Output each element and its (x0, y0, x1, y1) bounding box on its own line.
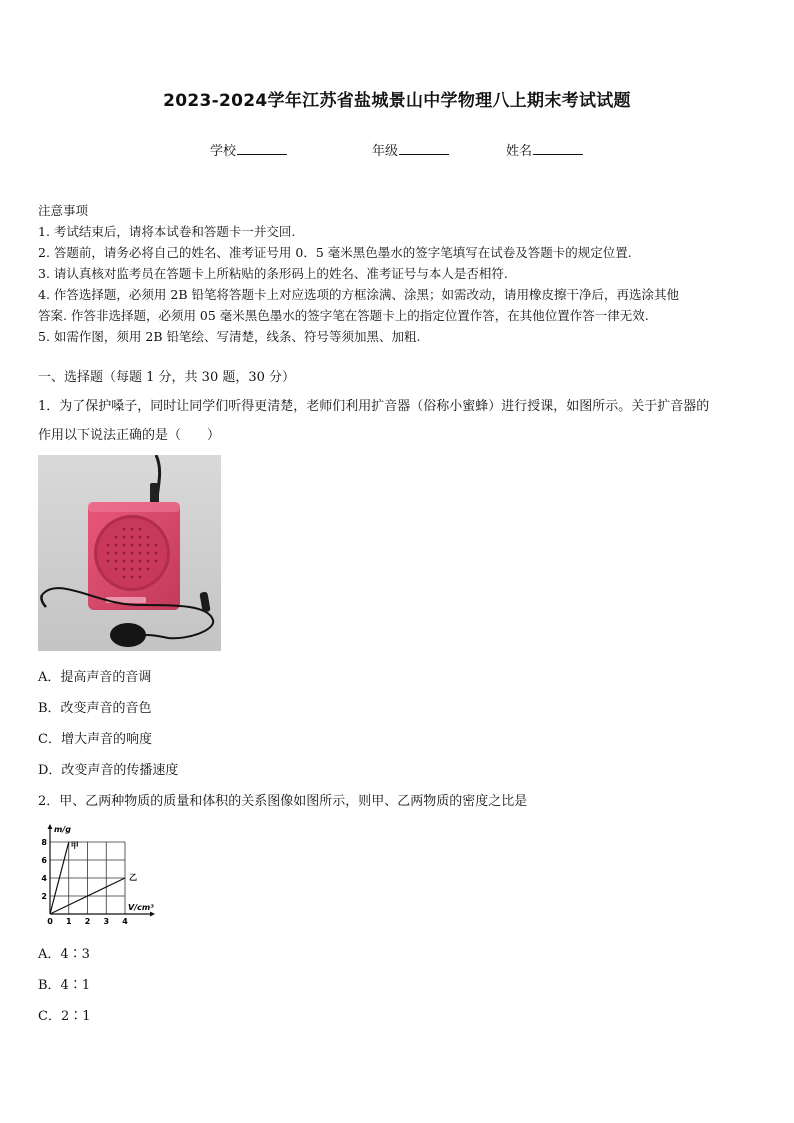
page-title: 2023-2024学年江苏省盐城景山中学物理八上期末考试试题 (163, 91, 631, 111)
y-tick-label: 2 (41, 892, 47, 901)
y-axis-label: m/g (54, 825, 71, 834)
question-1-line-2: 作用以下说法正确的是（ ） (38, 428, 221, 443)
name-blank[interactable] (533, 142, 583, 155)
student-info-row (0, 140, 794, 160)
option-d[interactable]: D．改变声音的传播速度 (38, 763, 179, 778)
option-b[interactable]: B．4∶1 (38, 978, 91, 993)
option-a[interactable]: A．4∶3 (38, 947, 90, 962)
y-tick-label: 6 (41, 856, 47, 865)
y-axis-arrow (48, 824, 53, 829)
question-2-options (38, 939, 91, 1032)
note-item: 4. 作答选择题，必须用 2B 铅笔将答题卡上对应选项的方框涂满、涂黑；如需改动，请用橡皮擦干净后，再选涂其他 (38, 287, 679, 302)
x-tick-label: 2 (84, 917, 91, 926)
notes-block (38, 200, 758, 347)
x-tick-label: 1 (65, 917, 72, 926)
y-tick-label: 4 (41, 874, 47, 883)
question-1-stem (38, 392, 760, 450)
mass-volume-graph (36, 820, 160, 932)
school-field[interactable] (210, 140, 287, 159)
school-blank[interactable] (237, 142, 287, 155)
question-2-stem: 2．甲、乙两种物质的质量和体积的关系图像如图所示，则甲、乙两物质的密度之比是 (38, 794, 528, 809)
question-1-options (38, 662, 178, 786)
x-tick-label: 3 (103, 917, 110, 926)
name-field[interactable] (506, 140, 583, 159)
y-tick-label: 8 (41, 838, 47, 847)
x-tick-label: 0 (47, 917, 53, 926)
amplifier-photo (38, 455, 221, 651)
graph-grid (50, 842, 125, 914)
option-c[interactable]: C．2∶1 (38, 1009, 91, 1024)
grade-blank[interactable] (399, 142, 449, 155)
grade-field[interactable] (372, 140, 449, 159)
grade-label: 年级 (372, 144, 399, 159)
option-a[interactable]: A．提高声音的音调 (38, 670, 152, 685)
note-item: 5. 如需作图，须用 2B 铅笔绘、写清楚，线条、符号等须加黑、加粗. (38, 329, 421, 344)
note-item: 答案. 作答非选择题，必须用 05 毫米黑色墨水的签字笔在答题卡上的指定位置作答，在其他位置作答一律无效. (38, 308, 649, 323)
series-label: 乙 (129, 873, 137, 882)
x-tick-label: 4 (122, 917, 128, 926)
option-c[interactable]: C．增大声音的响度 (38, 732, 152, 747)
option-b[interactable]: B．改变声音的音色 (38, 701, 152, 716)
series-label: 甲 (70, 841, 79, 850)
note-item: 2. 答题前，请务必将自己的姓名、准考证号用 0．5 毫米黑色墨水的签字笔填写在试卷及答题卡的规定位置. (38, 245, 632, 260)
graph-ticks (41, 838, 128, 926)
question-1-line-1: 1．为了保护嗓子，同时让同学们听得更清楚，老师们利用扩音器（俗称小蜜蜂）进行授课，如图所示。关于扩音器的 (38, 399, 710, 414)
note-item: 3. 请认真核对监考员在答题卡上所粘贴的条形码上的姓名、准考证号与本人是否相符. (38, 266, 508, 281)
name-label: 姓名 (506, 144, 533, 159)
note-item: 1. 考试结束后，请将本试卷和答题卡一并交回. (38, 224, 296, 239)
x-axis-arrow (150, 912, 155, 917)
graph-series (50, 841, 137, 914)
notes-heading: 注意事项 (38, 203, 89, 218)
school-label: 学校 (210, 144, 237, 159)
section-heading: 一、选择题（每题 1 分，共 30 题，30 分） (38, 370, 296, 385)
x-axis-label: V/cm³ (128, 903, 154, 912)
